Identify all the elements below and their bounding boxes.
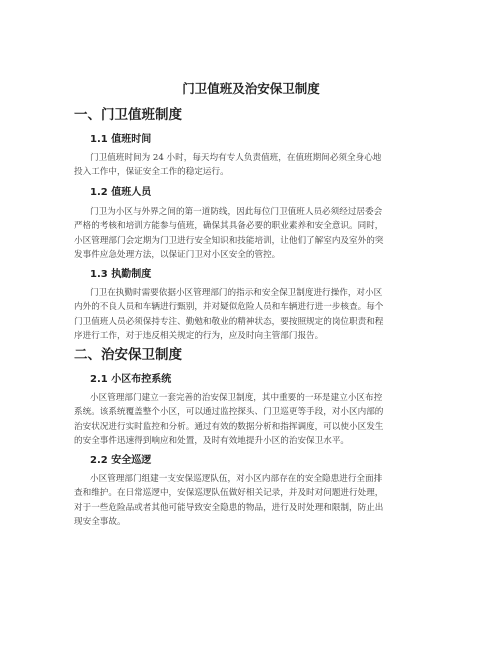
section-heading-security: 二、治安保卫制度 — [74, 347, 182, 363]
paragraph-line: 发事件应急处理方法，以保证门卫对小区安全的管控。 — [74, 250, 281, 261]
paragraph-duty-staff — [74, 205, 434, 263]
paragraph-line: 小区管理部门会定期为门卫进行安全知识和技能培训，让他们了解室内及室外的突 — [74, 235, 384, 246]
paragraph-line: 内外的不良人员和车辆进行甄别，并对疑似危险人员和车辆进行进一步核查。每个 — [74, 302, 384, 313]
subsection-heading-duty-staff: 1.2 值班人员 — [90, 187, 152, 198]
paragraph-line: 对于一些危险品或者其他可能导致安全隐患的物品，进行及时处理和限制，防止出 — [74, 502, 384, 513]
paragraph-line: 投入工作中，保证安全工作的稳定运行。 — [74, 167, 229, 178]
paragraph-line: 门卫在执勤时需要依据小区管理部门的指示和安全保卫制度进行操作，对小区 — [90, 288, 383, 298]
section-heading-gatekeeper-duty: 一、门卫值班制度 — [74, 107, 182, 123]
paragraph-line: 现安全事故。 — [74, 517, 126, 528]
document-title: 门卫值班及治安保卫制度 — [182, 81, 320, 96]
paragraph-line: 门卫值班人员必须保持专注、勤勉和敬业的精神状态，要按照规定的岗位职责和程 — [74, 316, 384, 327]
paragraph-duty-time — [74, 151, 434, 180]
paragraph-line: 序进行工作，对于违反相关规定的行为，应及时向主管部门报告。 — [74, 331, 324, 342]
paragraph-line: 门卫值班时间为 24 小时，每天均有专人负责值班，在值班期间必须全身心地 — [90, 153, 382, 163]
paragraph-line: 的安全事件迅速得到响应和处置，及时有效地提升小区的治安保卫水平。 — [74, 436, 350, 447]
paragraph-line: 严格的考核和培训方能参与值班，确保其具备必要的职业素养和安全意识。同时， — [74, 221, 384, 232]
subsection-heading-patrol-rules: 1.3 执勤制度 — [90, 269, 152, 280]
paragraph-line: 查和维护。在日常巡逻中，安保巡逻队伍做好相关记录，并及时对问题进行处理， — [74, 488, 384, 499]
subsection-heading-security-patrol: 2.2 安全巡逻 — [90, 455, 152, 466]
subsection-heading-duty-time: 1.1 值班时间 — [90, 134, 152, 145]
paragraph-line: 治安状况进行实时监控和分析。通过有效的数据分析和指挥调度，可以使小区发生 — [74, 421, 384, 432]
paragraph-patrol-rules — [74, 286, 434, 344]
subsection-heading-monitoring-system: 2.1 小区布控系统 — [90, 374, 172, 385]
paragraph-security-patrol — [74, 472, 434, 530]
paragraph-line: 系统。该系统覆盖整个小区，可以通过监控探头、门卫巡更等手段，对小区内部的 — [74, 407, 384, 418]
paragraph-line: 小区管理部门组建一支安保巡逻队伍，对小区内部存在的安全隐患进行全面排 — [90, 474, 383, 484]
paragraph-line: 小区管理部门建立一套完善的治安保卫制度，其中重要的一环是建立小区布控 — [90, 393, 383, 403]
paragraph-monitoring-system — [74, 391, 434, 449]
paragraph-line: 门卫为小区与外界之间的第一道防线，因此每位门卫值班人员必须经过居委会 — [90, 207, 383, 217]
